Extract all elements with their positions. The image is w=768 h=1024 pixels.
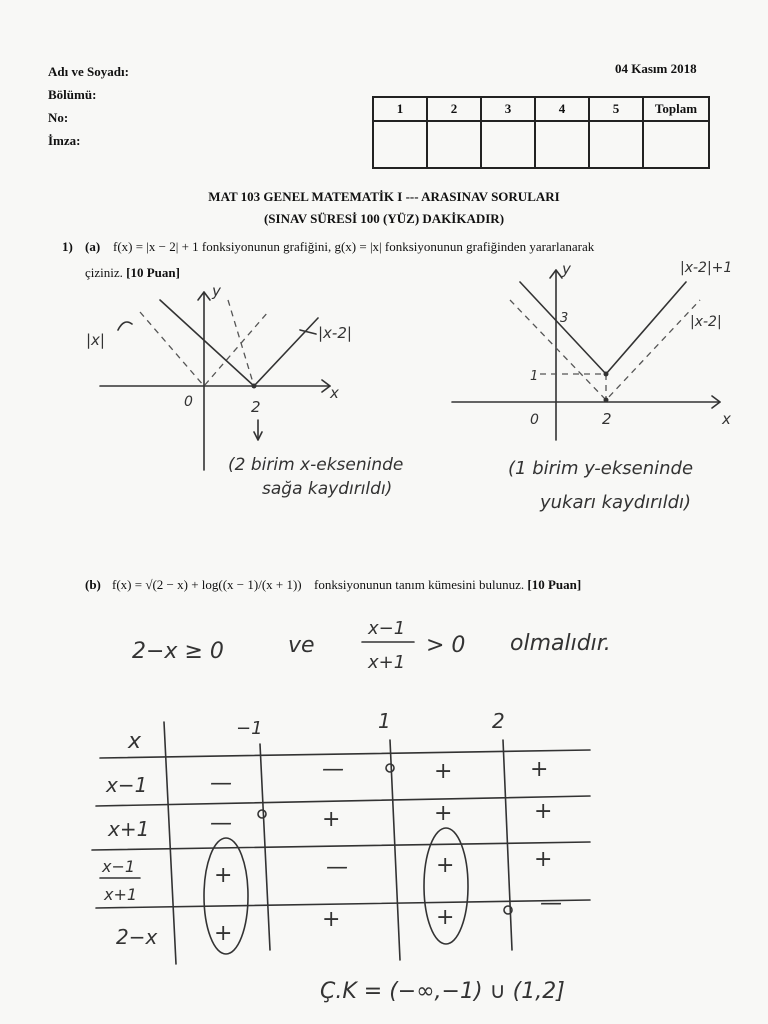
sign-row-label: x−1 [106,773,148,797]
score-header: 5 [589,97,643,121]
sign-table-row-line [96,796,590,806]
condition-1: 2−x ≥ 0 [132,639,224,664]
left-abs-x-minus-2-curve [160,300,318,386]
final-answer: Ç.K = (−∞,−1) ∪ (1,2] [320,979,565,1004]
sign-cell: — [322,757,344,782]
sign-table-point: 2 [492,709,505,733]
sign-cell: — [210,771,232,796]
question-part-a: (a) [85,239,101,254]
exam-subtitle: (SINAV SÜRESİ 100 (YÜZ) DAKİKADIR) [263,211,505,226]
sign-cell: + [534,847,553,872]
question-1a-points: [10 Puan] [126,265,180,280]
sign-zero-marker [258,810,266,818]
sign-cell: — [540,891,562,916]
left-vertex-dot [252,384,257,389]
right-note-line1: (1 birim y-ekseninde [508,458,694,479]
left-note-line2: sağa kaydırıldı) [262,479,393,499]
right-note-line2: yukarı kaydırıldı) [540,492,692,513]
left-label-absx: |x| [86,331,105,349]
sign-table-row-line [92,842,590,850]
left-axis-y-label: y [212,282,221,300]
department-label: Bölümü: [48,87,97,102]
sign-table-row-line [100,750,590,758]
sign-cell: + [322,807,341,832]
sign-cell: — [210,811,232,836]
right-axis-x-label: x [722,410,731,428]
right-tick-2: 2 [602,410,612,428]
left-graph [100,292,330,470]
score-header: 3 [481,97,535,121]
fraction-denominator: x+1 [368,652,406,673]
question-1b-formula: f(x) = √(2 − x) + log((x − 1)/(x + 1)) [112,577,302,592]
sign-table-col-line [390,740,400,960]
right-label-mid: |x-2| [690,314,722,330]
signature-label: İmza: [48,133,81,148]
score-header-total: Toplam [643,97,709,121]
sign-table-col-line [164,722,176,964]
sign-table-col-header: x [128,729,142,754]
sign-table-row-line [96,900,590,908]
question-number: 1) [62,239,73,254]
left-axis-x-label: x [330,384,339,402]
sign-cell: — [326,855,348,880]
and-word: ve [288,633,315,658]
right-abs-x-minus-2-curve [510,300,700,400]
sign-row-label-den: x+1 [104,885,138,904]
question-1a-text-suffix: çiziniz. [85,265,123,280]
right-y-tick-3: 3 [560,311,569,326]
sign-cell: + [436,905,455,930]
question-1a-text: f(x) = |x − 2| + 1 fonksiyonunun grafiğini, g(x) = |x| fonksiyonunun grafiğinden yararlanarak [113,239,595,254]
right-base-dot [604,398,609,403]
score-header: 2 [427,97,481,121]
right-label-top: |x-2|+1 [680,260,733,276]
sign-row-label: 2−x [116,925,158,949]
right-graph [452,270,720,440]
question-1b-points: [10 Puan] [527,577,582,592]
sign-cell: + [214,863,233,888]
name-label: Adı ve Soyadı: [48,64,129,79]
left-label-pointer [300,330,316,334]
right-origin: 0 [530,412,539,428]
score-header: 1 [373,97,427,121]
sign-cell: + [530,757,549,782]
sign-cell: + [434,759,453,784]
left-origin: 0 [184,394,193,410]
sign-cell: + [436,853,455,878]
right-shifted-curve [520,282,686,374]
olmalidir-word: olmalıdır. [510,631,611,656]
question-1b-text: fonksiyonunun tanım kümesini bulunuz. [314,577,525,592]
left-label-absx2: |x-2| [318,324,352,342]
exam-date: 04 Kasım 2018 [615,61,697,76]
sign-row-label: x+1 [108,817,150,841]
left-tick-2: 2 [251,398,261,416]
sign-table-col-line [503,740,512,950]
question-part-b: (b) [85,577,101,592]
right-y-tick-1: 1 [530,369,539,384]
student-number-label: No: [48,110,69,125]
fraction-numerator: x−1 [368,618,406,639]
left-label-squiggle [118,322,132,330]
right-vertex-dot [604,372,609,377]
left-note-line1: (2 birim x-ekseninde [228,455,404,475]
sign-zero-marker [386,764,394,772]
condition-2-rhs: > 0 [426,633,466,658]
sign-row-label-num: x−1 [102,857,136,876]
sign-cell: + [534,799,553,824]
score-header: 4 [535,97,589,121]
sign-cell: + [214,921,233,946]
sign-cell: + [434,801,453,826]
sign-cell: + [322,907,341,932]
sign-table-point: 1 [378,709,391,733]
sign-table-point: −1 [236,718,263,739]
right-axis-y-label: y [562,260,571,278]
question-1b-text-wrap [310,577,581,593]
exam-title: MAT 103 GENEL MATEMATİK I --- ARASINAV SORULARI [208,189,560,204]
